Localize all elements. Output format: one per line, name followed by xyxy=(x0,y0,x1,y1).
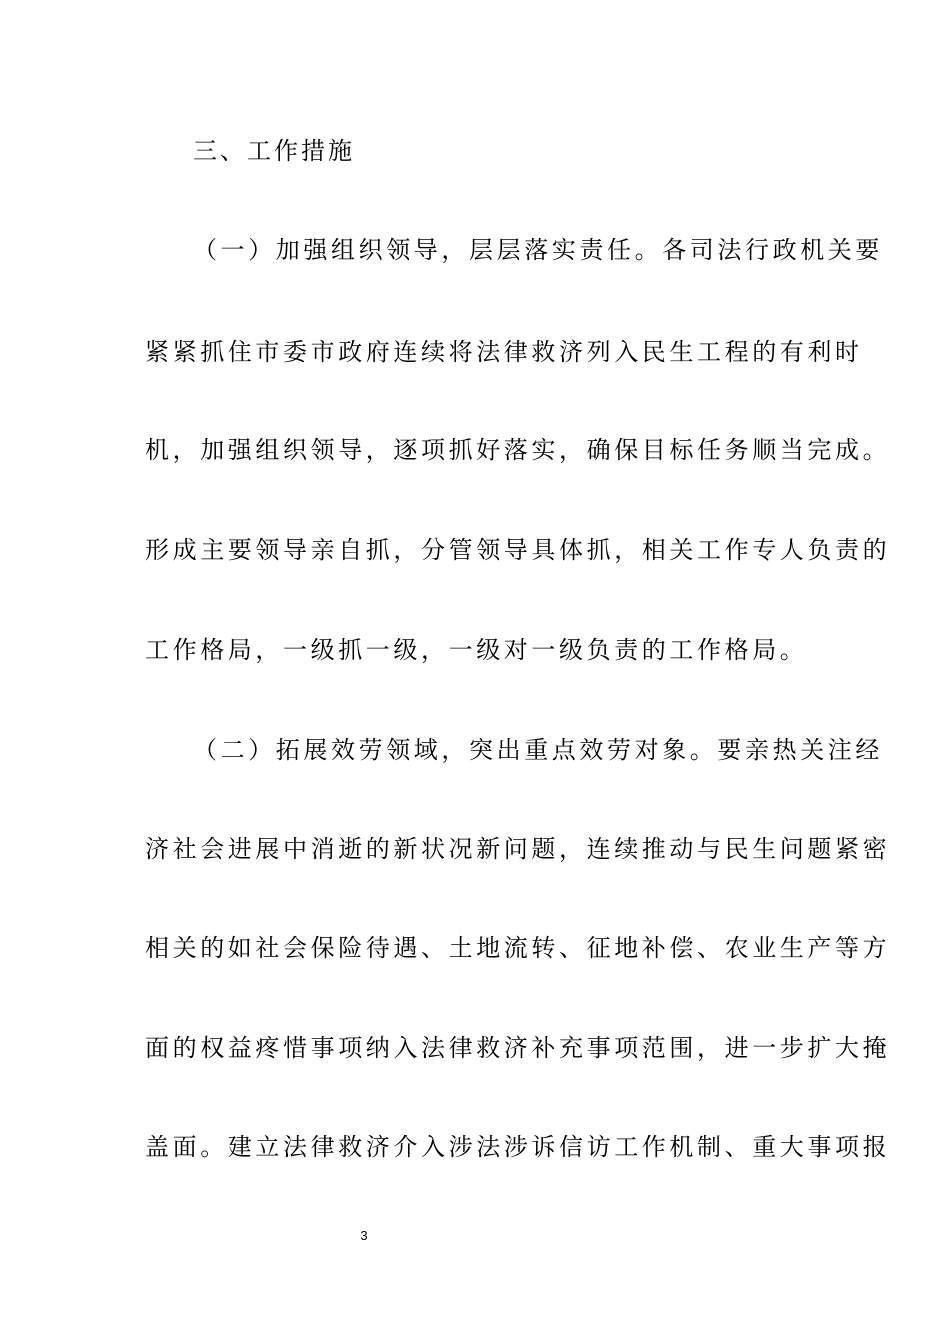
paragraph-line: 紧紧抓住市委市政府连续将法律救济列入民生工程的有利时 xyxy=(145,338,863,366)
paragraph-line: 形成主要领导亲自抓，分管领导具体抓，相关工作专人负责的 xyxy=(145,536,891,564)
paragraph-line: 盖面。建立法律救济介入涉法涉诉信访工作机制、重大事项报 xyxy=(145,1133,891,1161)
paragraph-line: （一）加强组织领导，层层落实责任。各司法行政机关要 xyxy=(193,236,883,264)
section-heading: 三、工作措施 xyxy=(193,137,355,165)
paragraph-line: 面的权益疼惜事项纳入法律救济补充事项范围，进一步扩大掩 xyxy=(145,1034,891,1062)
paragraph-line: 济社会进展中消逝的新状况新问题，连续推动与民生问题紧密 xyxy=(145,835,891,863)
paragraph-line: 工作格局，一级抓一级，一级对一级负责的工作格局。 xyxy=(145,636,808,664)
paragraph-line: 机，加强组织领导，逐项抓好落实，确保目标任务顺当完成。 xyxy=(145,436,891,464)
page-number: 3 xyxy=(360,1228,368,1243)
paragraph-line: 相关的如社会保险待遇、土地流转、征地补偿、农业生产等方 xyxy=(145,934,891,962)
paragraph-line: （二）拓展效劳领域，突出重点效劳对象。要亲热关注经 xyxy=(193,736,883,764)
